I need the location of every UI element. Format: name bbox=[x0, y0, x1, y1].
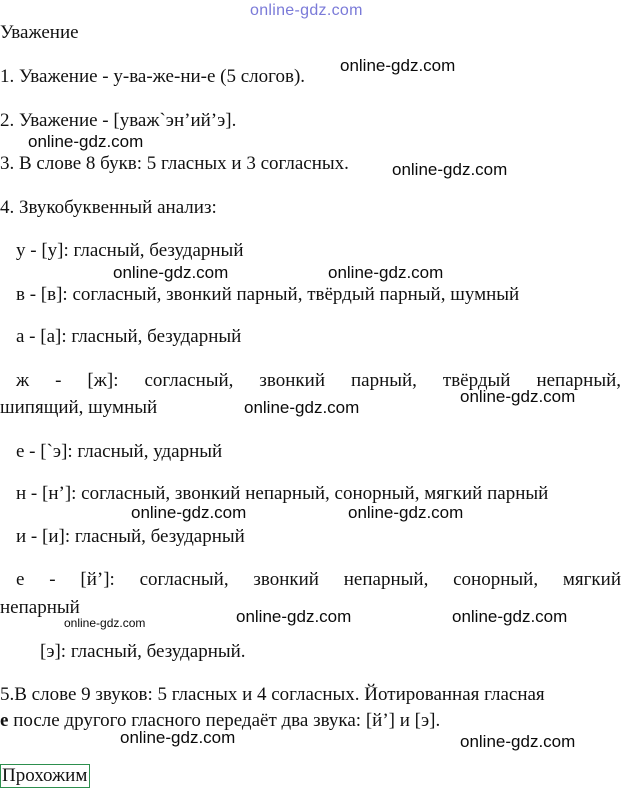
analysis-letter-zh: ж - [ж]: согласный, звонкий парный, твёрдый непарный, bbox=[16, 370, 621, 391]
analysis-letter-a: а - [а]: гласный, безударный bbox=[16, 326, 242, 347]
watermark: online-gdz.com bbox=[348, 503, 464, 522]
watermark: online-gdz.com bbox=[120, 728, 236, 747]
watermark: online-gdz.com bbox=[236, 607, 352, 626]
watermark-top: online-gdz.com bbox=[250, 2, 363, 19]
word-title: Уважение bbox=[0, 22, 79, 43]
watermark: online-gdz.com bbox=[452, 607, 568, 626]
item-analysis-heading: 4. Звукобуквенный анализ: bbox=[0, 197, 217, 218]
analysis-letter-e-iot-cont: непарный bbox=[0, 597, 80, 618]
explanation-text: после другого гласного передаёт два звука: [й’] и [э]. bbox=[8, 710, 441, 731]
watermark: online-gdz.com bbox=[340, 56, 456, 75]
watermark: online-gdz.com bbox=[328, 263, 444, 282]
watermark: online-gdz.com bbox=[392, 160, 508, 179]
item-letters-count: 3. В слове 8 букв: 5 гласных и 3 согласных. bbox=[0, 153, 349, 174]
watermark: online-gdz.com bbox=[131, 503, 247, 522]
analysis-letter-e-iot: е - [й’]: согласный, звонкий непарный, сонорный, мягкий bbox=[16, 569, 621, 590]
item-transcription: 2. Уважение - [уваж`эн’ий’э]. bbox=[0, 110, 237, 131]
analysis-letter-v: в - [в]: согласный, звонкий парный, твёрдый парный, шумный bbox=[16, 284, 520, 305]
watermark: online-gdz.com bbox=[460, 387, 576, 406]
watermark-small: online-gdz.com bbox=[64, 616, 146, 630]
analysis-letter-zh-cont: шипящий, шумный bbox=[0, 397, 158, 418]
watermark: online-gdz.com bbox=[244, 398, 360, 417]
watermark: online-gdz.com bbox=[28, 132, 144, 151]
analysis-letter-e-stressed: е - [`э]: гласный, ударный bbox=[16, 441, 223, 462]
item-syllables: 1. Уважение - у-ва-же-ни-е (5 слогов). bbox=[0, 66, 306, 87]
watermark: online-gdz.com bbox=[460, 732, 576, 751]
watermark: online-gdz.com bbox=[113, 263, 229, 282]
analysis-letter-u: у - [у]: гласный, безударный bbox=[16, 240, 244, 261]
analysis-sound-e: [э]: гласный, безударный. bbox=[40, 641, 246, 662]
item-sounds-count: 5.В слове 9 звуков: 5 гласных и 4 согласных. Йотированная гласная bbox=[0, 684, 545, 705]
analysis-letter-i: и - [и]: гласный, безударный bbox=[16, 526, 245, 547]
analysis-letter-n: н - [н’]: согласный, звонкий непарный, сонорный, мягкий парный bbox=[16, 483, 549, 504]
next-word-title: Прохожим bbox=[0, 764, 90, 788]
highlight-letter-e: е bbox=[0, 710, 9, 731]
